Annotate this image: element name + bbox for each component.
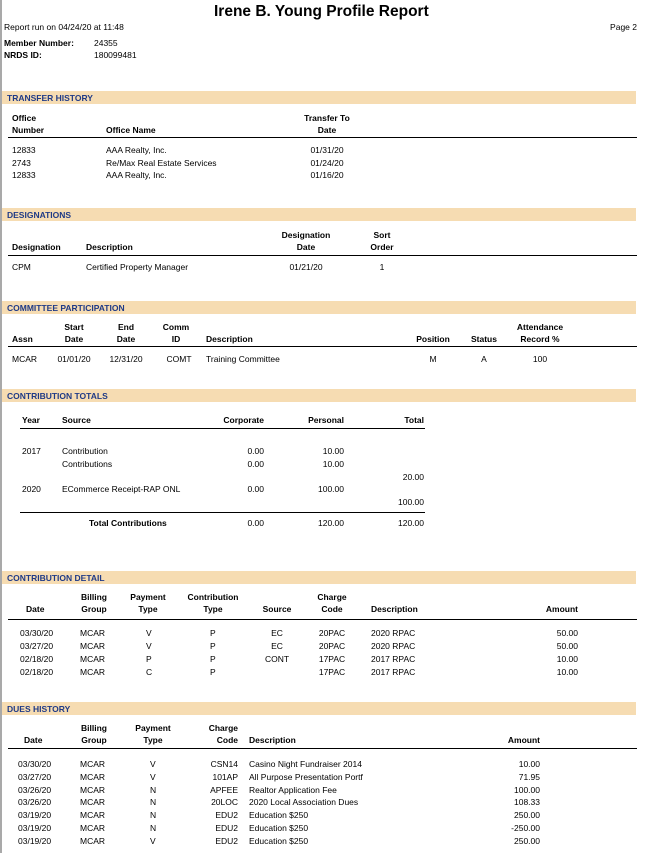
contribution-personal: 100.00 — [318, 484, 344, 494]
office-name: AAA Realty, Inc. — [106, 145, 167, 155]
total-personal: 120.00 — [318, 518, 344, 528]
committee-header-rule — [8, 346, 637, 347]
col-contribution-type-line2: Type — [203, 604, 223, 614]
dues-description: Education $250 — [249, 823, 309, 833]
dues-description: Education $250 — [249, 836, 309, 846]
col-year: Year — [22, 415, 40, 425]
dues-description: Realtor Application Fee — [249, 785, 337, 795]
dues-charge-code: CSN14 — [210, 759, 238, 769]
dues-description: Education $250 — [249, 810, 309, 820]
col-dues-payment-line1: Payment — [135, 723, 171, 733]
col-attendance-line1: Attendance — [516, 322, 564, 332]
dues-date: 03/26/20 — [18, 797, 52, 807]
designation-date: 01/21/20 — [289, 262, 323, 272]
committee-description: Training Committee — [206, 354, 280, 364]
detail-billing-group: MCAR — [80, 654, 106, 664]
dues-amount: 10.00 — [518, 759, 540, 769]
detail-contribution-type: P — [210, 641, 216, 651]
col-assn: Assn — [12, 334, 33, 344]
dues-date: 03/27/20 — [18, 772, 52, 782]
col-dues-amount: Amount — [507, 735, 540, 745]
dues-date: 03/19/20 — [18, 823, 52, 833]
dues-payment-type: N — [150, 810, 157, 820]
col-charge-code-line1: Charge — [317, 592, 347, 602]
detail-contribution-type: P — [210, 654, 216, 664]
dues-date: 03/26/20 — [18, 785, 52, 795]
designations-title: DESIGNATIONS — [7, 209, 72, 220]
left-margin-bar — [0, 0, 2, 853]
detail-source: EC — [271, 641, 283, 651]
col-detail-date: Date — [26, 604, 45, 614]
detail-amount: 10.00 — [556, 667, 578, 677]
committee-title: COMMITTEE PARTICIPATION — [7, 302, 125, 313]
dues-billing-group: MCAR — [80, 785, 106, 795]
col-position: Position — [416, 334, 450, 344]
dues-billing-group: MCAR — [80, 836, 106, 846]
office-name: AAA Realty, Inc. — [106, 170, 167, 180]
office-number: 12833 — [12, 170, 36, 180]
col-sort-order-line2: Order — [370, 242, 394, 252]
detail-description: 2020 RPAC — [371, 628, 416, 638]
committee-status: A — [481, 354, 487, 364]
col-billing-group-line2: Group — [81, 604, 107, 614]
col-description: Description — [86, 242, 133, 252]
col-comm-id-line2: ID — [171, 334, 181, 344]
dues-payment-type: V — [150, 836, 156, 846]
dues-description: 2020 Local Association Dues — [249, 797, 359, 807]
col-dues-payment-line2: Type — [143, 735, 163, 745]
dues-payment-type: V — [150, 759, 156, 769]
contribution-subtotal-2020: 100.00 — [398, 497, 424, 507]
col-comm-id-line1: Comm — [162, 322, 190, 332]
contribution-detail-header-rule — [8, 619, 637, 620]
detail-date: 02/18/20 — [20, 667, 54, 677]
office-number: 12833 — [12, 145, 36, 155]
contribution-source: ECommerce Receipt-RAP ONL — [62, 484, 181, 494]
col-office-name: Office Name — [106, 125, 156, 135]
detail-charge-code: 17PAC — [318, 654, 346, 664]
col-personal: Personal — [308, 415, 344, 425]
committee-end-date: 12/31/20 — [109, 354, 143, 364]
col-end-date-line1: End — [117, 322, 135, 332]
col-transfer-to-line1: Transfer To — [304, 113, 350, 123]
dues-amount: 100.00 — [514, 785, 540, 795]
detail-contribution-type: P — [210, 628, 216, 638]
contribution-source: Contribution — [62, 446, 108, 456]
contribution-detail-header — [2, 571, 636, 584]
col-dues-charge-line2: Code — [216, 735, 238, 745]
col-dues-billing-line2: Group — [81, 735, 107, 745]
total-total: 120.00 — [398, 518, 424, 528]
dues-history-header-rule — [8, 748, 637, 749]
committee-position: M — [429, 354, 437, 364]
report-run-date: Report run on 04/24/20 at 11:48 — [4, 22, 124, 32]
dues-charge-code: EDU2 — [215, 836, 238, 846]
col-committee-description: Description — [206, 334, 253, 344]
total-contributions-label: Total Contributions — [89, 518, 167, 528]
detail-billing-group: MCAR — [80, 667, 106, 677]
contribution-year: 2020 — [22, 484, 41, 494]
designation-sort-order: 1 — [379, 262, 385, 272]
detail-billing-group: MCAR — [80, 628, 106, 638]
col-attendance-line2: Record % — [520, 334, 560, 344]
col-source: Source — [62, 415, 91, 425]
detail-payment-type: P — [146, 654, 152, 664]
dues-history-title: DUES HISTORY — [7, 703, 71, 714]
col-end-date-line2: Date — [116, 334, 136, 344]
col-start-date-line2: Date — [64, 334, 84, 344]
dues-charge-code: 20LOC — [211, 797, 238, 807]
contribution-totals-header-rule — [20, 428, 425, 429]
contribution-personal: 10.00 — [322, 459, 344, 469]
contribution-personal: 10.00 — [322, 446, 344, 456]
designations-header-rule — [8, 255, 637, 256]
office-number: 2743 — [12, 158, 31, 168]
dues-billing-group: MCAR — [80, 772, 106, 782]
detail-contribution-type: P — [210, 667, 216, 677]
col-detail-amount: Amount — [545, 604, 578, 614]
contribution-corporate: 0.00 — [247, 446, 264, 456]
col-payment-type-line2: Type — [138, 604, 158, 614]
transfer-history-header — [2, 91, 636, 104]
col-detail-description: Description — [371, 604, 418, 614]
detail-amount: 50.00 — [556, 628, 578, 638]
committee-start-date: 01/01/20 — [57, 354, 91, 364]
col-start-date-line1: Start — [64, 322, 84, 332]
dues-payment-type: N — [150, 797, 157, 807]
col-payment-type-line1: Payment — [130, 592, 166, 602]
dues-amount: -250.00 — [511, 823, 540, 833]
col-designation-date-line1: Designation — [281, 230, 331, 240]
contribution-source: Contributions — [62, 459, 113, 469]
col-detail-source: Source — [262, 604, 292, 614]
col-dues-billing-line1: Billing — [81, 723, 107, 733]
detail-description: 2017 RPAC — [371, 654, 416, 664]
dues-charge-code: APFEE — [210, 785, 238, 795]
col-dues-date: Date — [24, 735, 43, 745]
transfer-date: 01/24/20 — [310, 158, 344, 168]
dues-payment-type: N — [150, 785, 157, 795]
dues-description: Casino Night Fundraiser 2014 — [249, 759, 362, 769]
detail-charge-code: 20PAC — [318, 641, 346, 651]
member-number-label: Member Number: — [4, 38, 74, 48]
report-title: Irene B. Young Profile Report — [214, 3, 429, 20]
committee-assn: MCAR — [12, 354, 38, 364]
detail-amount: 50.00 — [556, 641, 578, 651]
col-sort-order-line1: Sort — [373, 230, 391, 240]
detail-date: 03/30/20 — [20, 628, 54, 638]
contribution-corporate: 0.00 — [247, 459, 264, 469]
dues-date: 03/19/20 — [18, 836, 52, 846]
contribution-corporate: 0.00 — [247, 484, 264, 494]
total-corporate: 0.00 — [247, 518, 264, 528]
dues-description: All Purpose Presentation Portf — [249, 772, 363, 782]
dues-payment-type: N — [150, 823, 157, 833]
nrds-id-value: 180099481 — [94, 50, 137, 60]
dues-amount: 250.00 — [514, 810, 540, 820]
detail-payment-type: V — [146, 628, 152, 638]
transfer-date: 01/16/20 — [310, 170, 344, 180]
contribution-detail-title: CONTRIBUTION DETAIL — [7, 572, 105, 583]
col-office-number-line2: Number — [12, 125, 45, 135]
designations-header — [2, 208, 636, 221]
detail-source: CONT — [264, 654, 290, 664]
detail-payment-type: C — [146, 667, 153, 677]
detail-date: 03/27/20 — [20, 641, 54, 651]
dues-billing-group: MCAR — [80, 823, 106, 833]
transfer-history-title: TRANSFER HISTORY — [7, 92, 93, 103]
designation-description: Certified Property Manager — [86, 262, 189, 272]
col-contribution-type-line1: Contribution — [187, 592, 239, 602]
dues-amount: 71.95 — [518, 772, 540, 782]
col-designation-date-line2: Date — [296, 242, 316, 252]
transfer-header-rule — [8, 137, 637, 138]
dues-date: 03/19/20 — [18, 810, 52, 820]
detail-billing-group: MCAR — [80, 641, 106, 651]
detail-amount: 10.00 — [556, 654, 578, 664]
contribution-totals-sum-rule — [20, 512, 425, 513]
member-number-value: 24355 — [94, 38, 118, 48]
dues-charge-code: EDU2 — [215, 823, 238, 833]
contribution-subtotal-2017: 20.00 — [402, 472, 424, 482]
detail-charge-code: 17PAC — [318, 667, 346, 677]
dues-billing-group: MCAR — [80, 759, 106, 769]
detail-date: 02/18/20 — [20, 654, 54, 664]
contribution-totals-header — [2, 389, 636, 402]
dues-charge-code: EDU2 — [215, 810, 238, 820]
nrds-id-label: NRDS ID: — [4, 50, 42, 60]
dues-amount: 108.33 — [514, 797, 540, 807]
detail-description: 2017 RPAC — [371, 667, 416, 677]
col-status: Status — [471, 334, 497, 344]
dues-amount: 250.00 — [514, 836, 540, 846]
dues-billing-group: MCAR — [80, 810, 106, 820]
detail-source: EC — [271, 628, 283, 638]
transfer-date: 01/31/20 — [310, 145, 344, 155]
committee-header — [2, 301, 636, 314]
col-office-number-line1: Office — [12, 113, 37, 123]
col-dues-charge-line1: Charge — [208, 723, 238, 733]
contribution-totals-title: CONTRIBUTION TOTALS — [7, 390, 108, 401]
col-dues-description: Description — [249, 735, 296, 745]
detail-description: 2020 RPAC — [371, 641, 416, 651]
col-total: Total — [404, 415, 424, 425]
dues-billing-group: MCAR — [80, 797, 106, 807]
col-corporate: Corporate — [223, 415, 264, 425]
office-name: Re/Max Real Estate Services — [106, 158, 217, 168]
col-billing-group-line1: Billing — [81, 592, 107, 602]
dues-charge-code: 101AP — [212, 772, 238, 782]
contribution-year: 2017 — [22, 446, 41, 456]
committee-id: COMT — [166, 354, 192, 364]
dues-history-header — [2, 702, 636, 715]
detail-charge-code: 20PAC — [318, 628, 346, 638]
col-designation: Designation — [12, 242, 61, 252]
designation-code: CPM — [12, 262, 31, 272]
page-number: Page 2 — [610, 22, 637, 32]
detail-payment-type: V — [146, 641, 152, 651]
committee-attendance: 100 — [532, 354, 548, 364]
col-charge-code-line2: Code — [321, 604, 343, 614]
col-transfer-to-line2: Date — [317, 125, 337, 135]
dues-payment-type: V — [150, 772, 156, 782]
dues-date: 03/30/20 — [18, 759, 52, 769]
